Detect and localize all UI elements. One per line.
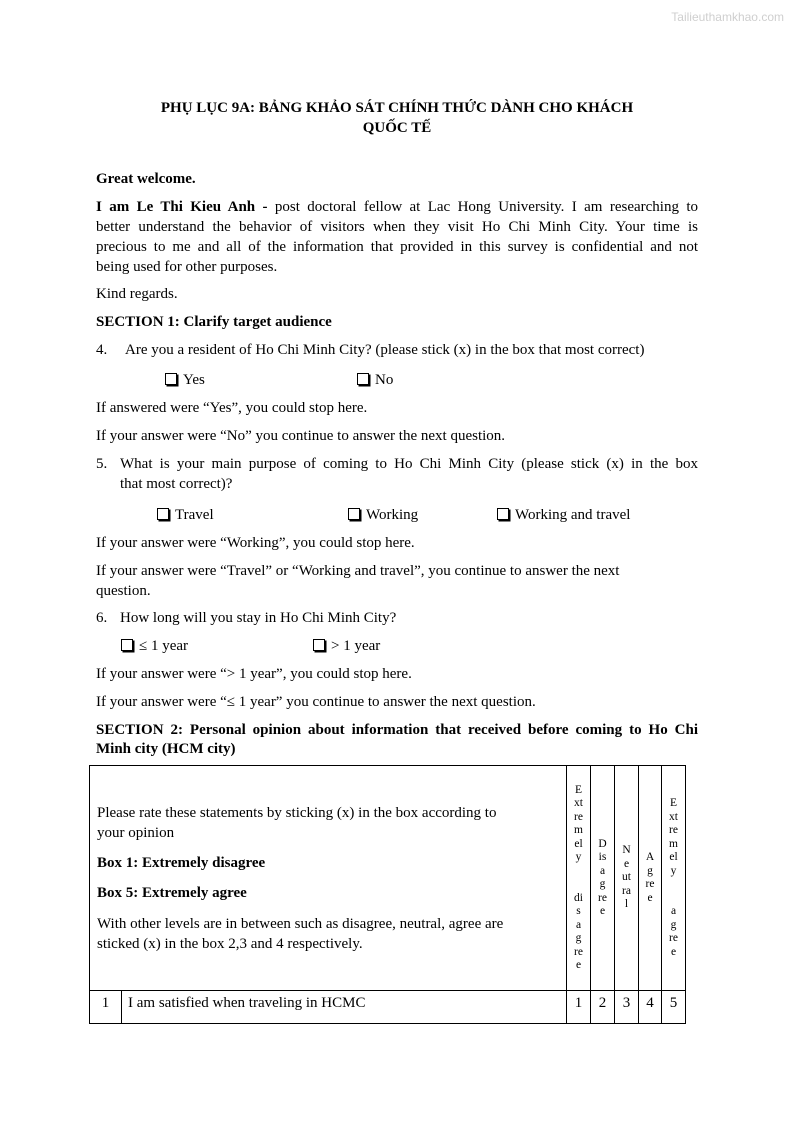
row-statement: I am satisfied when traveling in HCMC	[122, 991, 567, 1024]
section-1-heading: SECTION 1: Clarify target audience	[96, 314, 332, 330]
instruction-cell	[90, 766, 567, 991]
rating-box-5[interactable]: 5	[662, 991, 686, 1024]
question-6-text: How long will you stay in Ho Chi Minh City?	[120, 610, 397, 626]
question-5-text-line-2: that most correct)?	[120, 476, 233, 492]
q4-note-yes: If answered were “Yes”, you could stop here.	[96, 400, 368, 416]
title-line-2: QUỐC TẾ	[362, 120, 432, 136]
checkbox-icon	[348, 508, 360, 520]
question-6-number: 6.	[96, 610, 108, 626]
q6-note-gt: If your answer were “> 1 year”, you could stop here.	[96, 666, 412, 682]
rating-table	[89, 765, 686, 1024]
rating-box-2[interactable]: 2	[591, 991, 615, 1024]
watermark: Tailieuthamkhao.com	[671, 10, 784, 24]
row-number: 1	[90, 991, 122, 1024]
q5-note-working: If your answer were “Working”, you could stop here.	[96, 535, 415, 551]
checkbox-icon	[121, 639, 133, 651]
table-header-row	[90, 766, 686, 991]
other-levels-text: With other levels are in between such as disagree, neutral, agree are sticked (x) in the box 2,3 and 4 respectively.	[97, 915, 504, 952]
intro-line-3: precious to me and all of the information that provided in this survey is confidential and not	[96, 239, 698, 255]
q4-option-yes[interactable]: Yes	[165, 371, 205, 390]
box-5-label: Box 5: Extremely agree	[97, 884, 247, 901]
box-1-label: Box 1: Extremely disagree	[97, 854, 266, 871]
q4-note-no: If your answer were “No” you continue to answer the next question.	[96, 428, 506, 444]
q5-option-travel[interactable]: Travel	[157, 506, 214, 525]
rating-box-1[interactable]: 1	[567, 991, 591, 1024]
checkbox-icon	[357, 373, 369, 385]
checkbox-icon	[165, 373, 177, 385]
intro-line-2: better understand the behavior of visitors when they visit Ho Chi Minh City. Your time is	[96, 219, 698, 235]
header-disagree: D is a g re e	[591, 766, 615, 991]
table-row	[90, 991, 686, 1024]
intro-paragraph	[96, 197, 698, 277]
q4-option-no[interactable]: No	[357, 371, 393, 390]
intro-line-1: post doctoral fellow at Lac Hong University. I am researching to	[274, 199, 699, 215]
title-line-1: PHỤ LỤC 9A: BẢNG KHẢO SÁT CHÍNH THỨC DÀNH CHO KHÁCH	[160, 100, 634, 116]
header-agree: A g re e	[639, 766, 662, 991]
q6-option-le-1-year[interactable]: ≤ 1 year	[121, 637, 188, 656]
question-4-text: Are you a resident of Ho Chi Minh City? (please stick (x) in the box that most correct)	[125, 342, 645, 358]
q6-note-le: If your answer were “≤ 1 year” you continue to answer the next question.	[96, 694, 536, 710]
checkbox-icon	[497, 508, 509, 520]
header-neutral: N e ut ra l	[615, 766, 639, 991]
author-name: I am Le Thi Kieu Anh -	[96, 199, 268, 215]
rating-box-3[interactable]: 3	[615, 991, 639, 1024]
question-4-number: 4.	[96, 342, 108, 358]
intro-line-4: being used for other purposes.	[96, 259, 278, 275]
header-extremely-agree: E xt re m el y a g re e	[662, 766, 686, 991]
page-title	[96, 98, 698, 138]
question-5-number: 5.	[96, 456, 108, 472]
q5-note-travel-line-1: If your answer were “Travel” or “Working and travel”, you continue to answer the next	[96, 563, 620, 579]
q5-option-working[interactable]: Working	[348, 506, 418, 525]
question-5-text-line-1: What is your main purpose of coming to Ho Chi Minh City (please stick (x) in the box	[120, 456, 698, 472]
rating-box-4[interactable]: 4	[639, 991, 662, 1024]
instruction-text: Please rate these statements by sticking (x) in the box according to your opinion	[97, 804, 497, 841]
q5-note-travel-line-2: question.	[96, 583, 151, 599]
regards: Kind regards.	[96, 286, 178, 302]
greeting: Great welcome.	[96, 171, 196, 187]
checkbox-icon	[157, 508, 169, 520]
checkbox-icon	[313, 639, 325, 651]
section-2-heading: SECTION 2: Personal opinion about information that received before coming to Ho Chi Minh city (HCM city)	[96, 722, 698, 757]
header-extremely-disagree: E xt re m el y di s a g re e	[567, 766, 591, 991]
q6-option-gt-1-year[interactable]: > 1 year	[313, 637, 380, 656]
q5-option-working-and-travel[interactable]: Working and travel	[497, 506, 630, 525]
